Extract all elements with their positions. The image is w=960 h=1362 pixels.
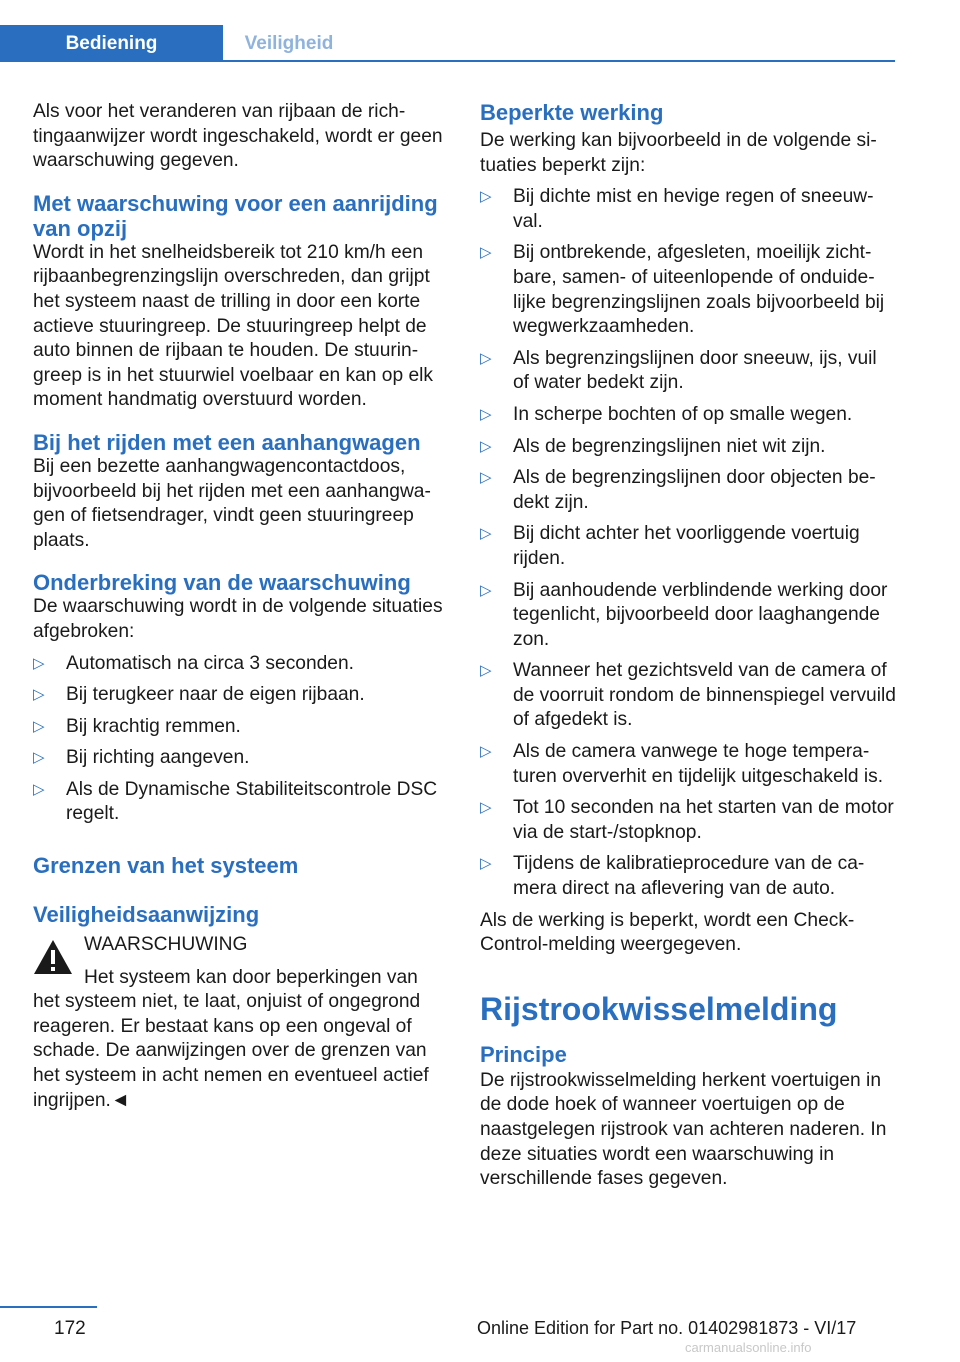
bullet-triangle-icon [480, 466, 492, 491]
page-number: 172 [54, 1318, 86, 1339]
list-item: ▷ Bij dichte mist en hevige regen of sneeuwval. [480, 185, 896, 234]
heading-principe: Principe [480, 1041, 567, 1067]
bullet-triangle-icon [480, 403, 492, 428]
warning-block [33, 933, 449, 1113]
bullet-triangle-icon [480, 796, 492, 821]
list-item: ▷ Bij richting aangeven. [33, 746, 449, 771]
heading-onderbreking: Onderbreking van de waarschuwing [33, 570, 411, 596]
bullet-triangle-icon [33, 652, 45, 677]
heading-aanhangwagen: Bij het rijden met een aanhangwagen [33, 429, 421, 455]
right-column [480, 100, 896, 1192]
tab-bediening[interactable]: Bediening [0, 25, 223, 62]
bullet-triangle-icon [33, 778, 45, 803]
paragraph-beperkte-werking: De werking kan bijvoorbeeld in de volgende situaties beperkt zijn: [480, 130, 877, 176]
list-onderbreking [33, 652, 449, 828]
bullet-triangle-icon [480, 435, 492, 460]
list-item: ▷ Automatisch na circa 3 seconden. [33, 652, 449, 677]
bullet-triangle-icon [480, 740, 492, 765]
list-item: ▷ Als de Dynamische Stabiliteitscontrole DSC regelt. [33, 778, 449, 827]
list-item: ▷ Bij aanhoudende verblindende werking door tegenlicht, bijvoorbeeld door laaghangende zon. [480, 579, 896, 653]
warning-text-first-line: Het systeem kan door beperkingen van [84, 966, 418, 988]
bullet-triangle-icon [480, 185, 492, 210]
bullet-triangle-icon [33, 715, 45, 740]
edition-info: Online Edition for Part no. 01402981873 - VI/17 [477, 1318, 857, 1338]
list-item: ▷ Wanneer het gezichtsveld van de camera of de voorruit rondom de binnenspiegel vervuild of afgedekt is. [480, 659, 896, 733]
warning-text: het systeem niet, te laat, onjuist of ongegrond reageren. Er bestaat kans op een ongeval of schade. De aanwijzingen over de grenzen van het systeem in acht nemen en eventueel actief ingrijpen.◄ [33, 991, 429, 1111]
paragraph-check-control: Als de werking is beperkt, wordt een Check-Control-melding weergegeven. [480, 909, 855, 956]
intro-paragraph: Als voor het veranderen van rijbaan de richtingaanwijzer wordt ingeschakeld, wordt er geen waarschuwing gegeven. [33, 101, 443, 172]
bullet-triangle-icon [33, 683, 45, 708]
bullet-triangle-icon [480, 347, 492, 372]
list-item: ▷ Tijdens de kalibratieprocedure van de camera direct na aflevering van de auto. [480, 852, 896, 901]
paragraph-aanhangwagen: Bij een bezette aanhangwagencontactdoos, bijvoorbeeld bij het rijden met een aanhangwagen of fietsendrager, vindt geen stuuringreep plaats. [33, 455, 431, 551]
list-item: ▷ Tot 10 seconden na het starten van de motor via de start-/stopknop. [480, 796, 896, 845]
heading-veiligheidsaanwijzing: Veiligheidsaanwijzing [33, 902, 260, 928]
bullet-triangle-icon [480, 659, 492, 684]
paragraph-aanrijding-opzij: Wordt in het snelheidsbereik tot 210 km/h een rijbaanbegrenzingslijn overschreden, dan grijpt het systeem naast de trilling in door een korte actieve stuuringreep. De stuuringreep helpt de auto binnen de rijbaan te houden. De stuuringreep is in het stuurwiel voelbaar en kan op elk moment handmatig overstuurd worden. [33, 241, 433, 411]
list-item: ▷ Als de camera vanwege te hoge temperaturen oververhit en tijdelijk uitgeschakeld is. [480, 740, 896, 789]
heading-rijstrookwisselmelding: Rijstrookwisselmelding [480, 990, 838, 1027]
paragraph-principe: De rijstrookwisselmelding herkent voertuigen in de dode hoek of wanneer voertuigen op de naastgelegen rijstrook van achteren naderen. In deze situaties wordt een waarschuwing in verschillende fases gegeven. [480, 1069, 887, 1190]
warning-heading: WAARSCHUWING [84, 934, 248, 956]
left-column [33, 100, 449, 1113]
list-item: ▷ Bij krachtig remmen. [33, 715, 449, 740]
list-item: ▷ Als begrenzingslijnen door sneeuw, ijs, vuil of water bedekt zijn. [480, 347, 896, 396]
tab-veiligheid[interactable]: Veiligheid [244, 32, 334, 54]
bullet-triangle-icon [480, 522, 492, 547]
paragraph-onderbreking: De waarschuwing wordt in de volgende situaties afgebroken: [33, 596, 443, 642]
bullet-triangle-icon [33, 746, 45, 771]
list-item: ▷ In scherpe bochten of op smalle wegen. [480, 403, 896, 428]
header-bar [0, 0, 895, 62]
bullet-triangle-icon [480, 852, 492, 877]
header-divider [0, 60, 895, 62]
heading-grenzen: Grenzen van het systeem [33, 853, 299, 879]
footer-divider [0, 1306, 97, 1308]
watermark: carmanualsonline.info [685, 1340, 812, 1355]
list-item: ▷ Bij terugkeer naar de eigen rijbaan. [33, 683, 449, 708]
bullet-triangle-icon [480, 241, 492, 266]
list-item: ▷ Als de begrenzingslijnen niet wit zijn. [480, 435, 896, 460]
warning-triangle-icon [33, 939, 73, 975]
list-item: ▷ Bij ontbrekende, afgesleten, moeilijk zichtbare, samen- of uiteenlopende of onduidelijke begrenzingslijnen zoals bijvoorbeeld bij wegwerkzaamheden. [480, 241, 896, 339]
list-item: ▷ Bij dicht achter het voorliggende voertuig rijden. [480, 522, 896, 571]
heading-aanrijding-opzij: Met waarschuwing voor een aanrijding van opzij [33, 190, 438, 241]
heading-beperkte-werking: Beperkte werking [480, 100, 664, 125]
bullet-triangle-icon [480, 579, 492, 604]
list-item: ▷ Als de begrenzingslijnen door objecten bedekt zijn. [480, 466, 896, 515]
list-beperkte-werking [480, 185, 896, 901]
